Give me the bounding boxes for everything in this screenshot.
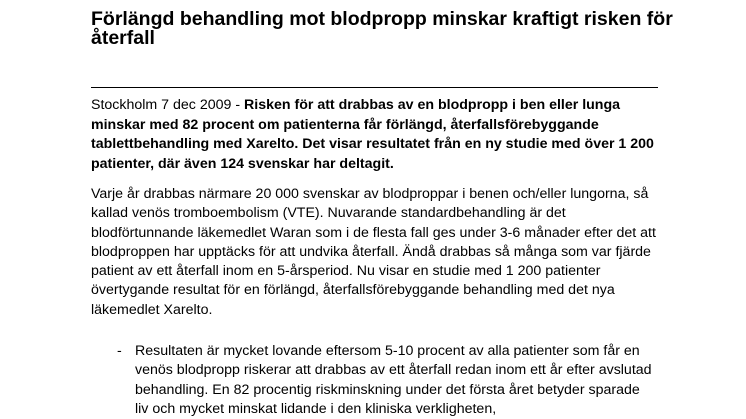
bullet-text: Resultaten är mycket lovande eftersom 5-10 procent av alla patienter som får en venös blodpropp riskerar att drabbas av ett återfall redan inom ett år efter avslutad behandling. En 82 procentig riskminskning under det första året betyder sparade liv och mycket minskat lidande i den kliniska verkligheten,: [135, 343, 652, 417]
lead-summary: Risken för att drabbas av en blodpropp i ben eller lunga minskar med 82 procent om patienterna får förlängd, återfallsförebyggande tablettbehandling med Xarelto. Det visar resultatet från en ny studie med över 1 200 patienter, där även 124 svenskar har deltagit.: [91, 97, 654, 172]
list-item: [91, 342, 691, 419]
page-title: Förlängd behandling mot blodpropp minskar kraftigt risken för återfall: [91, 8, 673, 49]
lead-paragraph: [91, 96, 671, 174]
dateline: Stockholm 7 dec 2009 -: [91, 97, 244, 113]
title-divider: [91, 87, 658, 88]
bullet-marker: -: [117, 343, 122, 359]
bullet-list: [91, 342, 691, 419]
body-paragraph: Varje år drabbas närmare 20 000 svenskar av blodproppar i benen och/eller lungorna, så kallad venös tromboembolism (VTE). Nuvarande standardbehandling är det blodförtunnande läkemedlet Waran som i de flesta fall ges under 3-6 månader efter det att blodproppen har upptäcks för att undvika återfall. Ändå drabbas så många som var fjärde patient av ett återfall inom en 5-årsperiod. Nu visar en studie med 1 200 patienter övertygande resultat för en förlängd, återfallsförebyggande behandling med det nya läkemedlet Xarelto.: [91, 186, 656, 318]
